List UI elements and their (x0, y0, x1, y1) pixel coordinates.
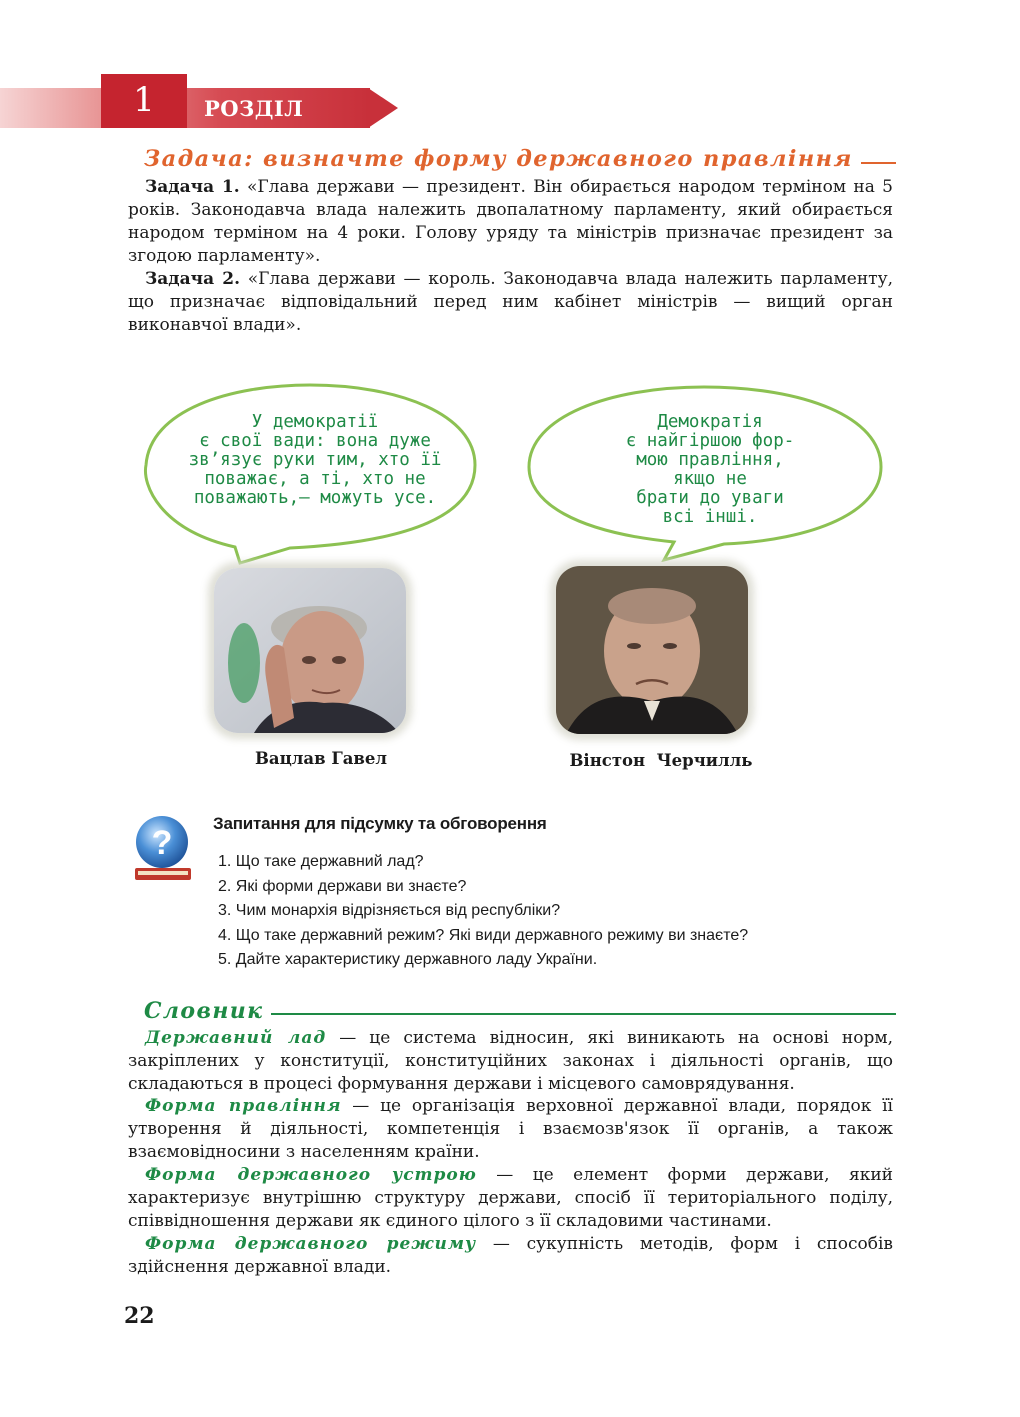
dictionary-term: Форма державного режиму (145, 1234, 477, 1254)
question-book-icon (130, 812, 194, 886)
task-1-text: «Глава держави — президент. Він обирається народом терміном на 5 років. Законодавча влада належить двопалатному парламенту, який обирається народом терміном на 4 роки. Голову уряду та міністрів призначає президент за згодою парламенту». (128, 177, 893, 266)
dictionary-definition: — сукупність методів, форм і способів здійснення державної влади. (128, 1234, 893, 1277)
quote-right (560, 413, 860, 527)
dictionary-heading (144, 998, 896, 1028)
portrait-churchill (556, 566, 748, 734)
task-2-text: «Глава держави — король. Законодавча влада належить парламенту, що призначає відповідальний перед ним кабінет міністрів — вищий орган виконавчої влади». (128, 269, 893, 335)
quote-right-line: якщо не (673, 469, 747, 489)
portrait-churchill-image (556, 566, 748, 734)
quote-left-line: У демократії (251, 412, 379, 432)
chapter-banner (0, 74, 400, 130)
dictionary-entry (128, 1095, 893, 1164)
quote-left-line: є свої вади: вона дуже (199, 431, 431, 451)
quote-left (160, 413, 470, 508)
task-heading (144, 146, 896, 178)
dictionary-entry (128, 1233, 893, 1279)
questions-title: Запитання для підсумку та обговорення (213, 814, 547, 833)
quote-right-line: є найгіршою фор- (625, 431, 795, 451)
task-1 (128, 176, 893, 268)
banner-arrow (368, 88, 398, 128)
portrait-havel (214, 568, 406, 733)
dictionary-title: Словник (144, 998, 271, 1024)
svg-text:?: ? (151, 824, 173, 862)
question-item: 3. Чим монархія відрізняється від республіки? (218, 902, 561, 919)
question-item: 2. Які форми держави ви знаєте? (218, 877, 467, 895)
quote-right-line: мою правління, (636, 450, 784, 470)
quote-left-line: поважає, а ті, хто не (204, 469, 426, 489)
quote-right-line: брати до уваги (636, 488, 784, 508)
quote-left-line: зв’язує руки тим, хто її (188, 450, 442, 470)
caption-havel: Вацлав Гавел (254, 749, 388, 768)
quote-right-line: всі інші. (662, 507, 758, 527)
dictionary-definition: — це організація верховної державної влади, порядок її утворення й діяльності, компетенція і взаємозв'язок її органів, а також взаємовідносини з населенням країни. (128, 1096, 893, 1162)
task-title: Задача: визначте форму державного правління (144, 146, 861, 172)
questions-list (218, 850, 748, 973)
quote-left-line: поважають,— можуть усе. (193, 488, 437, 508)
dictionary-entry (128, 1027, 893, 1096)
dictionary-entry (128, 1164, 893, 1233)
dictionary-term: Державний лад (145, 1028, 327, 1048)
dictionary-definition: — це система відносин, які виникають на основі норм, закріплених у конституції, конституційних законах і діяльності органів, що складаються в процесі формування держави і місцевого самоврядування. (128, 1028, 893, 1094)
dictionary-definition: — це елемент форми держави, який характеризує внутрішню структуру держави, спосіб її територіального поділу, співвідношення держави як єдиного цілого з її складовими частинами. (128, 1165, 893, 1231)
task-2-label: Задача 2. (145, 269, 241, 289)
quote-right-line: Демократія (657, 412, 763, 432)
page-number: 22 (124, 1303, 155, 1329)
caption-churchill: Вінстон Черчилль (569, 751, 753, 770)
task-1-label: Задача 1. (145, 177, 240, 197)
question-item: 1. Що таке державний лад? (218, 853, 424, 870)
chapter-label: РОЗДІЛ (204, 96, 304, 121)
task-2 (128, 268, 893, 337)
question-item: 5. Дайте характеристику державного ладу України. (218, 951, 598, 968)
portrait-havel-image (214, 568, 406, 733)
dictionary-term: Форма державного устрою (145, 1165, 477, 1185)
question-item: 4. Що таке державний режим? Які види державного режиму ви знаєте? (218, 926, 749, 944)
chapter-number: 1 (101, 74, 187, 128)
dictionary-term: Форма правління (145, 1096, 342, 1116)
